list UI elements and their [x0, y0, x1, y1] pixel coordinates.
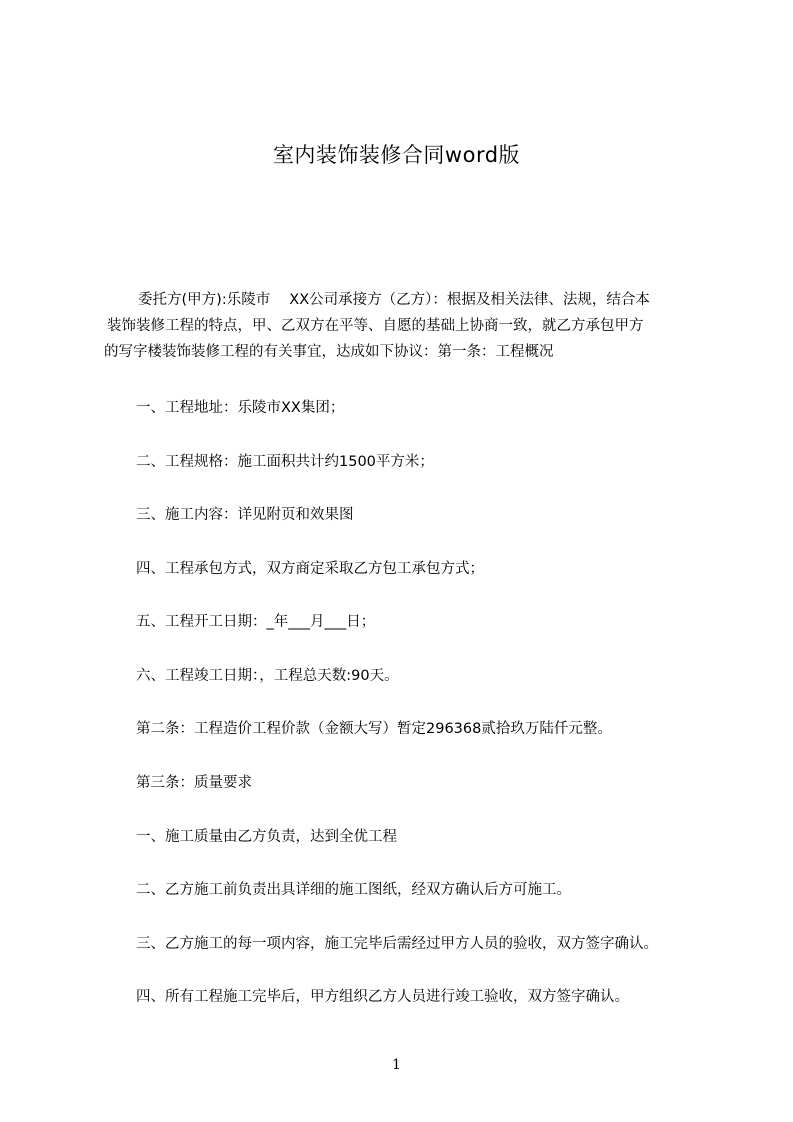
intro-line: 装饰装修工程的特点，甲、乙双方在平等、自愿的基础上协商一致，就乙方承包甲方: [107, 318, 644, 334]
intro-line: 的写字楼装饰装修工程的有关事宜，达成如下协议：第一条：工程概况: [104, 344, 554, 360]
article-three-heading: 第三条：质量要求: [136, 775, 252, 791]
clause-completion-date: 六、工程竣工日期：，工程总天数:90天。: [136, 668, 399, 684]
intro-paragraph: [104, 287, 709, 365]
clause-start-date: 五、工程开工日期：_年___月___日；: [136, 614, 376, 630]
clause-contract-method: 四、工程承包方式，双方商定采取乙方包工承包方式；: [136, 561, 484, 577]
document-title: 室内装饰装修合同word版: [272, 143, 521, 167]
quality-item-4: 四、所有工程施工完毕后，甲方组织乙方人员进行竣工验收，双方签字确认。: [136, 989, 629, 1005]
article-two-price: 第二条：工程造价工程价款（金额大写）暂定296368贰拾玖万陆仟元整。: [136, 721, 612, 737]
quality-item-2: 二、乙方施工前负责出具详细的施工图纸，经双方确认后方可施工。: [136, 882, 571, 898]
page-number: 1: [392, 1057, 401, 1073]
intro-line: 委托方(甲方):乐陵市 XX公司承接方（乙方）：根据及相关法律、法规，结合本: [138, 292, 650, 308]
quality-item-1: 一、施工质量由乙方负责，达到全优工程: [136, 829, 397, 845]
clause-content: 三、施工内容：详见附页和效果图: [136, 507, 354, 523]
quality-item-3: 三、乙方施工的每一项内容，施工完毕后需经过甲方人员的验收，双方签字确认。: [136, 936, 658, 952]
clause-scale: 二、工程规格：施工面积共计约1500平方米；: [136, 454, 434, 470]
clause-address: 一、工程地址：乐陵市XX集团；: [136, 400, 345, 416]
